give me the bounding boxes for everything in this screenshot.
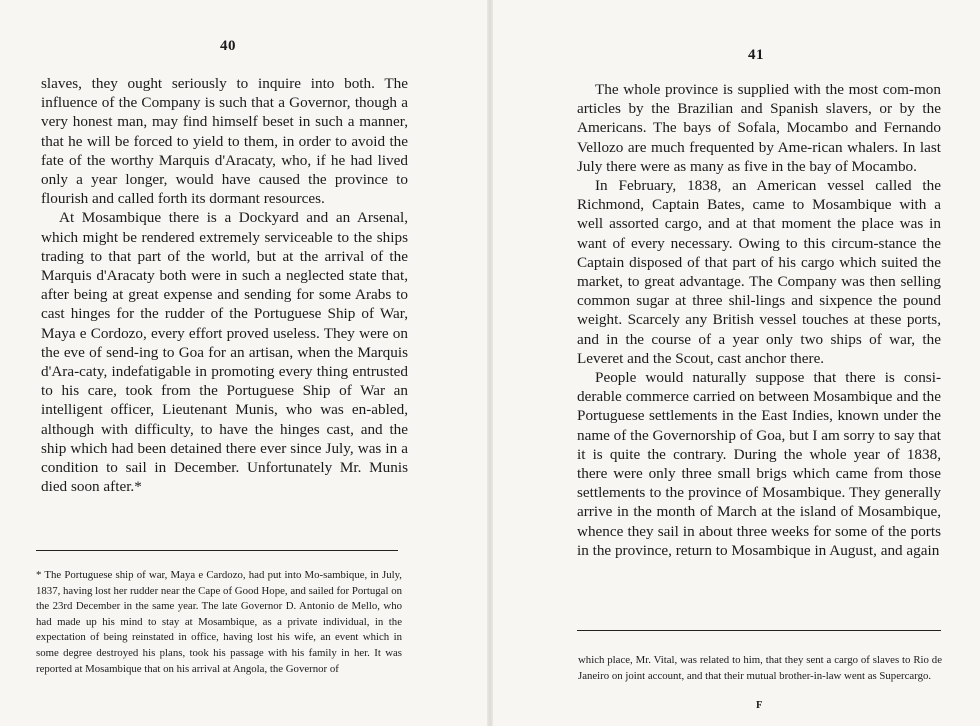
right-page (492, 0, 980, 726)
paragraph: In February, 1838, an American vessel called the Richmond, Captain Bates, came to Mosambique with a well assorted cargo, and at that moment the place was in want of every necessary. Owing to this circum-stance the Captain disposed of that part of his cargo which suited the market, to great advantage. The Company was then selling common sugar at three shil-lings and sixpence the pound weight. Scarcely any British vessel touches at these ports, and in the course of a year only two ships of war, the Leveret and the Scout, cast anchor there. (577, 177, 941, 367)
page-number: 41 (748, 47, 764, 63)
footnote-text: * The Portuguese ship of war, Maya e Cardozo, had put into Mo-sambique, in July, 1837, having lost her rudder near the Cape of Good Hope, and sailed for Portugal on the 23rd December in the same year. The late Governor D. Antonio de Mello, who had made up his mind to stay at Mosambique, as a private individual, in the expectation of being reinstated in office, having lost his wife, an event which in some degree destroyed his plans, took his passage with his family in her. It was reported at Mosambique that on his arrival at Angola, the Governor of (36, 569, 402, 675)
paragraph: People would naturally suppose that there is consi-derable commerce carried on between Mosambique and the Portuguese settlements in the East Indies, known under the name of the Governorship of Goa, but I am sorry to say that it is quite the contrary. During the whole year of 1838, there were only three small brigs which came from those settlements to the province of Mosambique. They generally arrive in the month of March at the island of Mosambique, whence they sail in about three weeks for some of the ports in the province, return to Mosambique in August, and again (577, 369, 941, 559)
paragraph: The whole province is supplied with the most com-mon articles by the Brazilian and Spanish slavers, or by the Americans. The bays of Sofala, Mocambo and Fernando Vellozo are much frequented by Ame-rican whalers. In last July there were as many as five in the bay of Mocambo. (577, 81, 941, 175)
footnote (36, 568, 402, 677)
body-text (577, 80, 941, 560)
paragraph: At Mosambique there is a Dockyard and an Arsenal, which might be rendered extremely serviceable to the ships trading to that part of the world, but at the arrival of the Marquis d'Aracaty both were in such a neglected state that, after being at great expense and sending for some Arabs to cast hinges for the rudder of the Portuguese Ship of War, Maya e Cordozo, every effort proved useless. They were on the eve of send-ing to Goa for an artisan, when the Marquis d'Ara-caty, indefatigable in promoting every thing entrusted to his care, took from the Portuguese Ship of War an intelligent officer, Lieutenant Munis, who was en-abled, although with difficulty, to have the hinges cast, and the ship which had been detained there ever since July, was in a condition to sail in December. Unfortunately Mr. Munis died soon after.* (41, 209, 408, 496)
paragraph: slaves, they ought seriously to inquire into both. The influence of the Company is such that a Governor, though a very honest man, may find himself beset in such a manner, that he will be forced to yield to them, in order to avoid the fate of the worthy Marquis d'Aracaty, who, if he had lived only a year longer, would have caused the province to flourish and called forth its dormant resources. (41, 75, 408, 208)
page-number: 40 (220, 38, 236, 54)
footnote-rule (36, 550, 398, 551)
body-text (41, 74, 408, 496)
footnote (578, 653, 942, 684)
signature-mark: F (756, 700, 763, 711)
footnote-text: which place, Mr. Vital, was related to him, that they sent a cargo of slaves to Rio de Janeiro on joint account, and that their mutual brother-in-law went as Supercargo. (578, 654, 942, 682)
footnote-rule (577, 630, 941, 631)
left-page (0, 0, 488, 726)
